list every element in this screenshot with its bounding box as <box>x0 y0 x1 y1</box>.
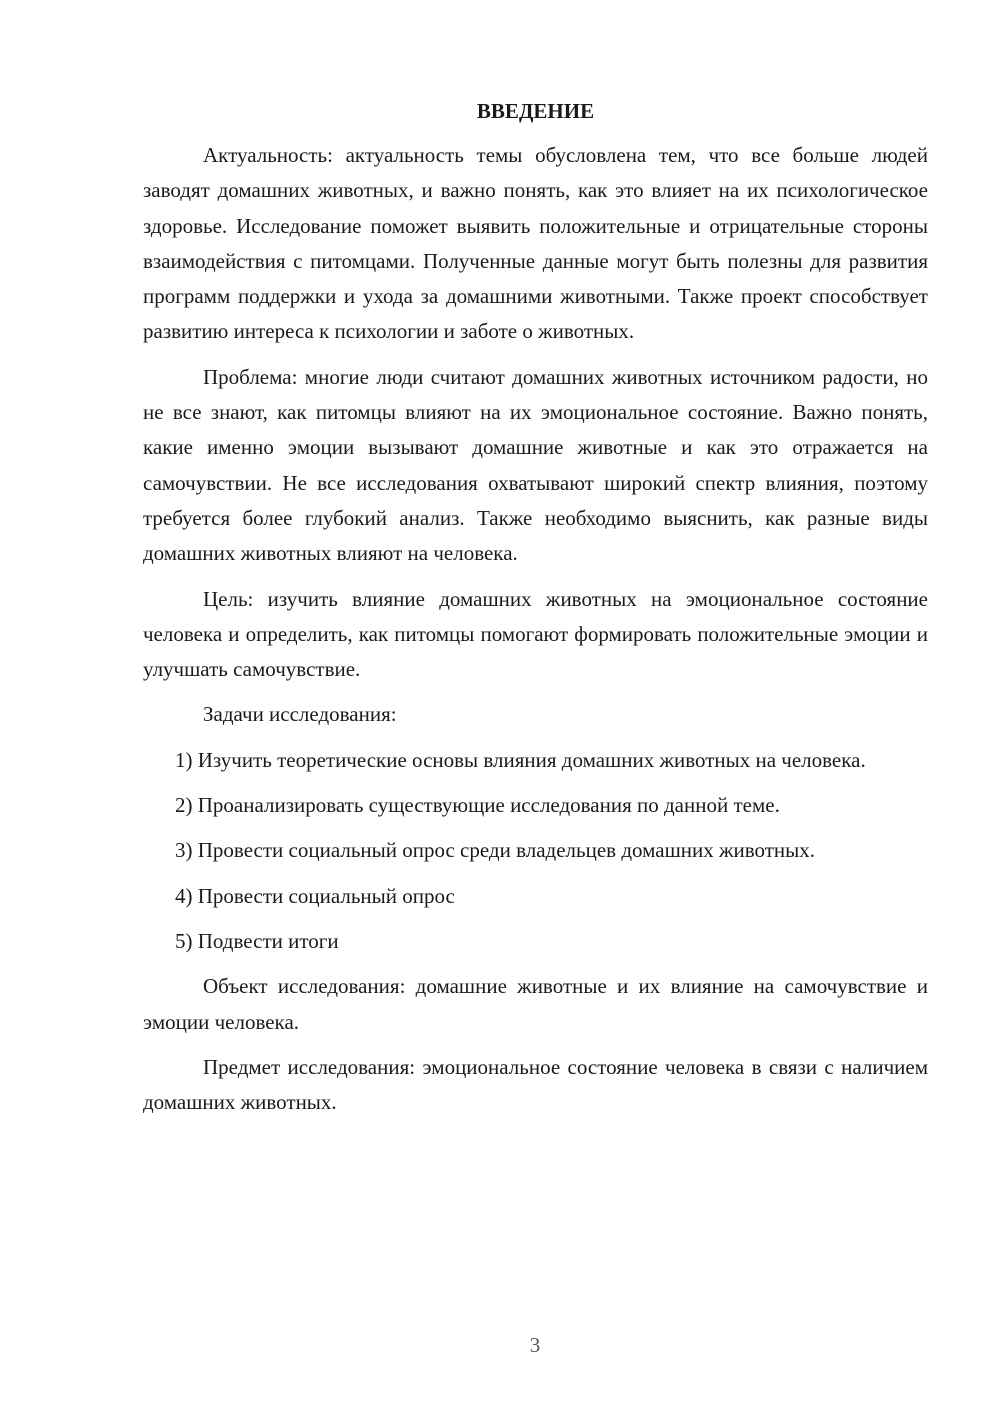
paragraph-object: Объект исследования: домашние животные и их влияние на самочувствие и эмоции человека. <box>143 974 928 1034</box>
paragraph-subject: Предмет исследования: эмоциональное состояние человека в связи с наличием домашних животных. <box>143 1054 928 1115</box>
task-item-1: 1) Изучить теоретические основы влияния домашних животных на человека. <box>175 747 866 772</box>
paragraph-tasks-heading: Задачи исследования: <box>203 702 397 727</box>
paragraph-goal: Цель: изучить влияние домашних животных на эмоциональное состояние человека и определить, как питомцы помогают формировать положительные эмоции и улучшать самочувствие. <box>143 586 928 682</box>
page-number: 3 <box>529 1333 541 1357</box>
task-item-5: 5) Подвести итоги <box>175 928 339 953</box>
document-page <box>143 96 928 1130</box>
task-item-2: 2) Проанализировать существующие исследования по данной теме. <box>175 793 780 818</box>
task-item-4: 4) Провести социальный опрос <box>175 883 455 908</box>
paragraph-problem: Проблема: многие люди считают домашних животных источником радости, но не все знают, как питомцы влияют на их эмоциональное состояние. Важно понять, какие именно эмоции вызывают домашние животные и как это отражается на самочувствии. Не все исследования охватывают широкий спектр влияния, поэтому требуется более глубокий анализ. Также необходимо выяснить, как разные виды домашних животных влияют на человека. <box>143 364 928 566</box>
paragraph-relevance: Актуальность: актуальность темы обусловлена тем, что все больше людей заводят домашних животных, и важно понять, как это влияет на их психологическое здоровье. Исследование поможет выявить положительные и отрицательные стороны взаимодействия с питомцами. Полученные данные могут быть полезны для развития программ поддержки и ухода за домашними животными. Также проект способствует развитию интереса к психологии и заботе о животных. <box>143 143 928 344</box>
page-heading: ВВЕДЕНИЕ <box>476 99 595 123</box>
task-item-3: 3) Провести социальный опрос среди владельцев домашних животных. <box>175 838 815 863</box>
